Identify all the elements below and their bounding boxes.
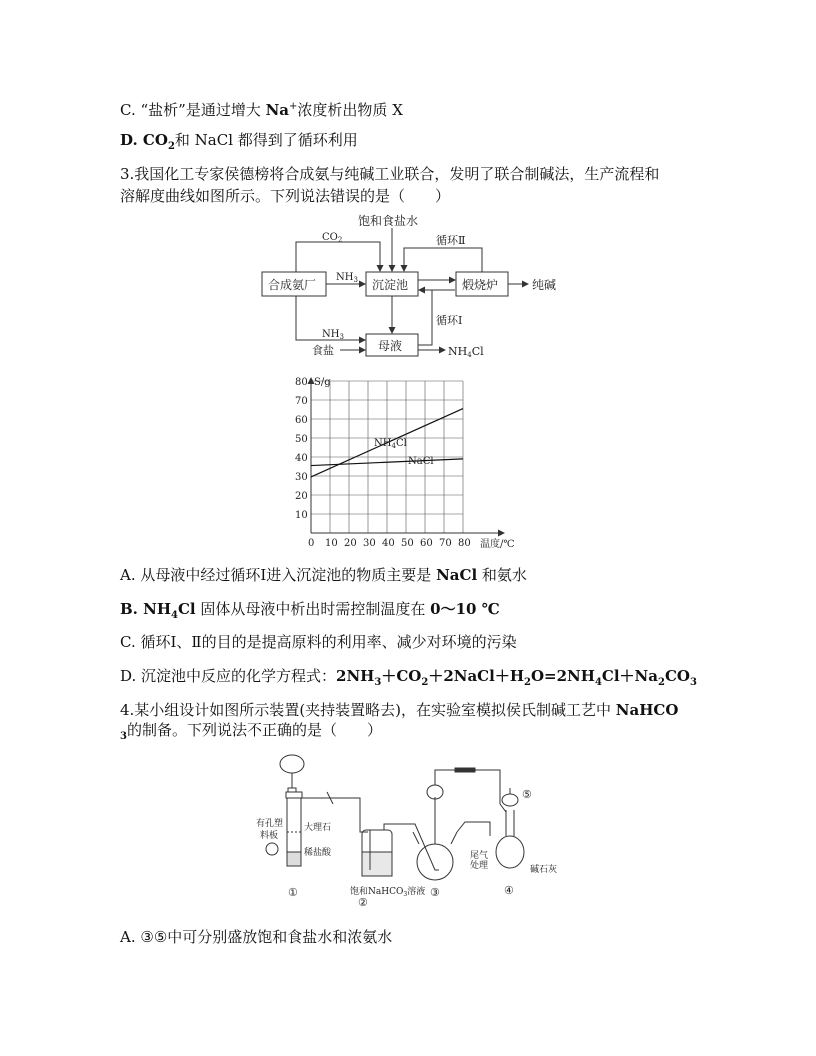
cycle1-label: 循环Ⅰ <box>436 314 463 327</box>
tank-label: 沉淀池 <box>372 278 409 292</box>
y-tick-label: 70 <box>295 396 308 407</box>
furnace-label: 煅烧炉 <box>462 278 499 292</box>
text: C. “盐析”是通过增大 <box>120 101 266 119</box>
text: 2 <box>167 141 175 152</box>
label-saturated-solution: 饱和NaHCO$_3$溶液 <box>350 887 426 898</box>
y-tick-label: 80 <box>295 377 308 388</box>
text: 固体从母液中析出时需控制温度在 <box>195 600 431 618</box>
chart-grid <box>311 381 463 533</box>
y-tick-label: 20 <box>295 491 308 502</box>
co2-label: $CO_2$ <box>322 232 343 244</box>
mother-label: 母液 <box>378 339 403 353</box>
text: 和氨水 <box>477 566 527 584</box>
label-device-3: ③ <box>430 886 440 899</box>
question-4-line1 <box>120 700 678 720</box>
nh4cl-label: NH4Cl <box>448 345 484 359</box>
question-4-line2 <box>120 720 382 747</box>
x-tick-label: 80 <box>458 538 471 549</box>
option-a4: A. ③⑤中可分别盛放饱和食盐水和浓氨水 <box>120 928 393 946</box>
label-device-1: ① <box>288 886 298 899</box>
text: 和 NaCl 都得到了循环利用 <box>174 131 358 149</box>
x-tick-label: 10 <box>325 538 338 549</box>
x-tick-label: 0 <box>308 538 315 549</box>
question-3-line1: 3.我国化工专家侯德榜将合成氨与纯碱工业联合，发明了联合制碱法，生产流程和 <box>120 165 660 183</box>
text: 4 <box>171 610 178 621</box>
flask-4 <box>496 836 524 868</box>
plant-label: 合成氨厂 <box>268 278 317 292</box>
flask-3 <box>417 844 453 880</box>
label-perforated-plate: 有孔塑 <box>256 819 284 829</box>
label-plastic-plate: 料板 <box>260 831 279 841</box>
soda-label: 纯碱 <box>532 278 557 292</box>
text: D. CO <box>120 131 168 149</box>
acid-liquid <box>287 852 301 866</box>
option-d3 <box>120 666 697 693</box>
cycle2-label: 循环Ⅱ <box>436 234 466 247</box>
y-tick-label: 30 <box>295 472 308 483</box>
nh3-bottom-label: $NH_3$ <box>322 329 344 341</box>
option-c-prev <box>120 97 403 120</box>
label-tail-gas: 尾气 <box>470 851 489 861</box>
series-label-nh4cl: $NH_4Cl$ <box>374 438 407 450</box>
x-axis-label: 温度/℃ <box>480 539 515 550</box>
text: Na <box>265 101 290 119</box>
text: NH <box>143 600 172 618</box>
x-tick-label: 40 <box>382 538 395 549</box>
text: B. <box>120 600 144 618</box>
x-tick-label: 30 <box>363 538 376 549</box>
option-c3: C. 循环Ⅰ、Ⅱ的目的是提高原料的利用率、减少对环境的污染 <box>120 633 517 651</box>
bottle-2-liquid <box>362 852 392 876</box>
process-flow-diagram <box>250 214 570 364</box>
equation: $2NH_3+CO_2+2NaCl+H_2O=2NH_4Cl+Na_2CO_3$ <box>336 667 697 688</box>
text: NaHCO <box>615 701 679 719</box>
option-a3 <box>120 565 527 585</box>
label-marble: 大理石 <box>304 823 332 833</box>
x-tick-label: 60 <box>420 538 433 549</box>
text: 的制备。下列说法不正确的是（ ） <box>126 721 382 739</box>
x-tick-label: 20 <box>344 538 357 549</box>
y-tick-label: 10 <box>295 510 308 521</box>
apparatus-diagram <box>250 752 590 912</box>
y-tick-label: 60 <box>295 415 308 426</box>
x-tick-label: 50 <box>401 538 414 549</box>
salt-label: 食盐 <box>312 344 334 357</box>
text: 3 <box>120 731 127 742</box>
y-tick-label: 40 <box>295 453 308 464</box>
label-treatment: 处理 <box>470 861 489 871</box>
solubility-chart <box>280 372 540 552</box>
option-b3 <box>120 599 500 626</box>
brine-label: 饱和食盐水 <box>358 214 419 228</box>
x-tick-label: 70 <box>439 538 452 549</box>
option-d-prev <box>120 130 358 157</box>
text: + <box>289 101 298 112</box>
text: Cl <box>177 600 196 618</box>
y-tick-label: 50 <box>295 434 308 445</box>
perforated-plate-icon <box>266 843 278 855</box>
text: 4.某小组设计如图所示装置(夹持装置略去)，在实验室模拟侯氏制碱工艺中 <box>120 701 616 719</box>
separatory-funnel-3 <box>427 785 443 799</box>
label-device-4: ④ <box>504 884 514 897</box>
text: 0～10 ℃ <box>430 600 500 618</box>
separatory-funnel-1 <box>280 755 304 773</box>
label-acid: 稀盐酸 <box>304 848 332 858</box>
series-label-nacl: NaCl <box>408 456 434 467</box>
separatory-funnel-5 <box>502 794 518 806</box>
text: A. 从母液中经过循环Ⅰ进入沉淀池的物质主要是 <box>120 566 437 584</box>
y-axis-label: S/g <box>314 377 331 388</box>
question-3-line2: 溶解度曲线如图所示。下列说法错误的是（ ） <box>120 187 451 205</box>
text: 浓度析出物质 X <box>297 101 403 119</box>
text: D. 沉淀池中反应的化学方程式： <box>120 667 337 685</box>
label-device-5: ⑤ <box>522 788 532 801</box>
nh3-top-label: $NH_3$ <box>336 272 358 284</box>
label-soda-lime: 碱石灰 <box>530 865 558 875</box>
text: NaCl <box>436 566 478 584</box>
label-device-2: ② <box>358 896 368 909</box>
